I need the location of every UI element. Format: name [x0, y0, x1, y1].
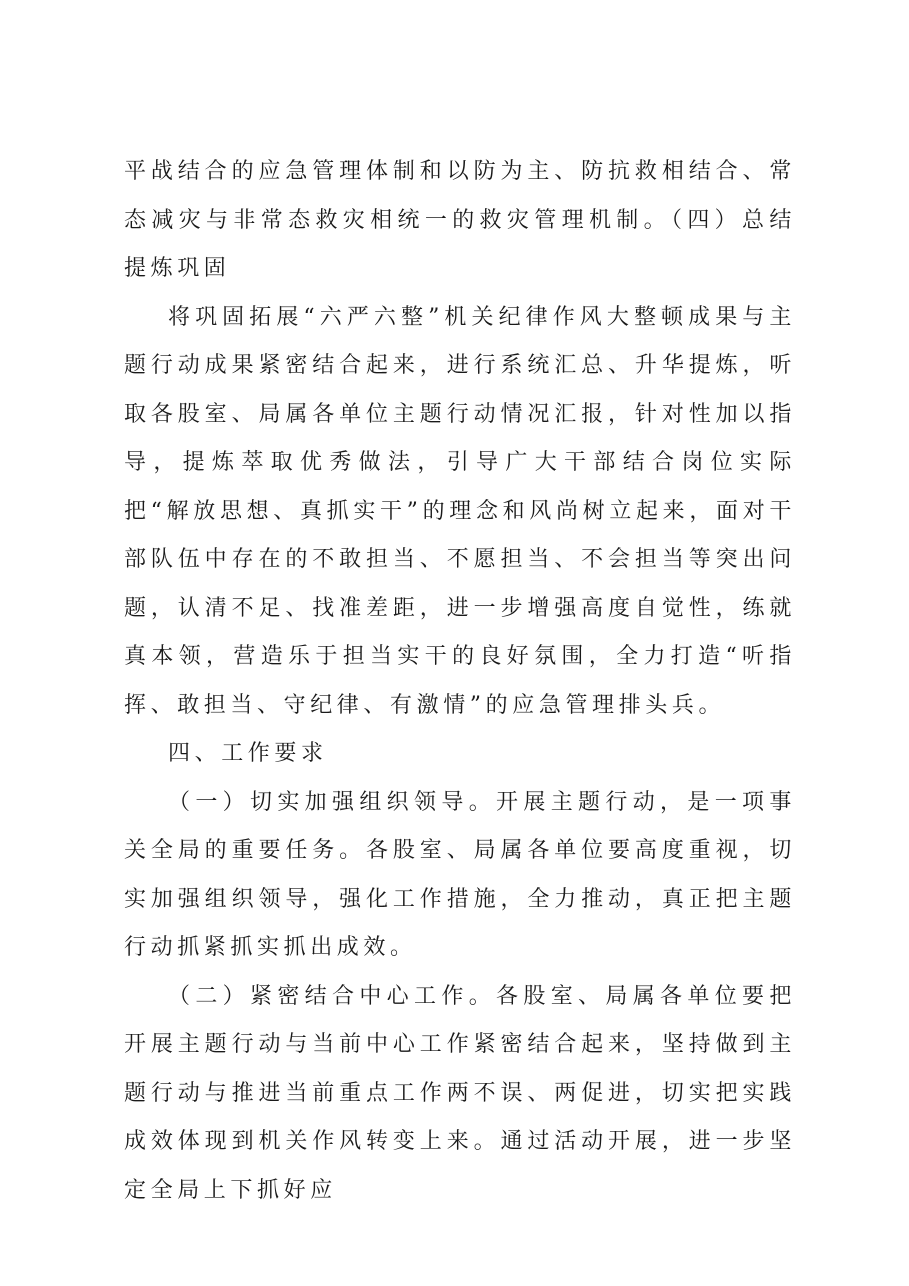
paragraph-consolidate: 将巩固拓展“六严六整”机关纪律作风大整顿成果与主题行动成果紧密结合起来，进行系统汇总、升华提炼，听取各股室、局属各单位主题行动情况汇报，针对性加以指导，提炼萃取优秀做法，引导广大干部结合岗位实际把“解放思想、真抓实干”的理念和风尚树立起来，面对干部队伍中存在的不敢担当、不愿担当、不会担当等突出问题，认清不足、找准差距，进一步增强高度自觉性，练就真本领，营造乐于担当实干的良好氛围，全力打造“听指挥、敢担当、守纪律、有激情”的应急管理排头兵。	[124, 304, 796, 718]
paragraph-organization-leadership: （一）切实加强组织领导。开展主题行动，是一项事关全局的重要任务。各股室、局属各单位要高度重视，切实加强组织领导，强化工作措施，全力推动，真正把主题行动抓紧抓实抓出成效。	[124, 789, 796, 960]
paragraph-central-work: （二）紧密结合中心工作。各股室、局属各单位要把开展主题行动与当前中心工作紧密结合起来，坚持做到主题行动与推进当前重点工作两不误、两促进，切实把实践成效体现到机关作风转变上来。通过活动开展，进一步坚定全局上下抓好应	[124, 983, 796, 1203]
paragraph-continuation: 平战结合的应急管理体制和以防为主、防抗救相结合、常态减灾与非常态救灾相统一的救灾管理机制。（四）总结提炼巩固	[124, 159, 796, 281]
section-heading-work-requirements: 四、工作要求	[168, 741, 328, 766]
document-body	[124, 148, 796, 1215]
